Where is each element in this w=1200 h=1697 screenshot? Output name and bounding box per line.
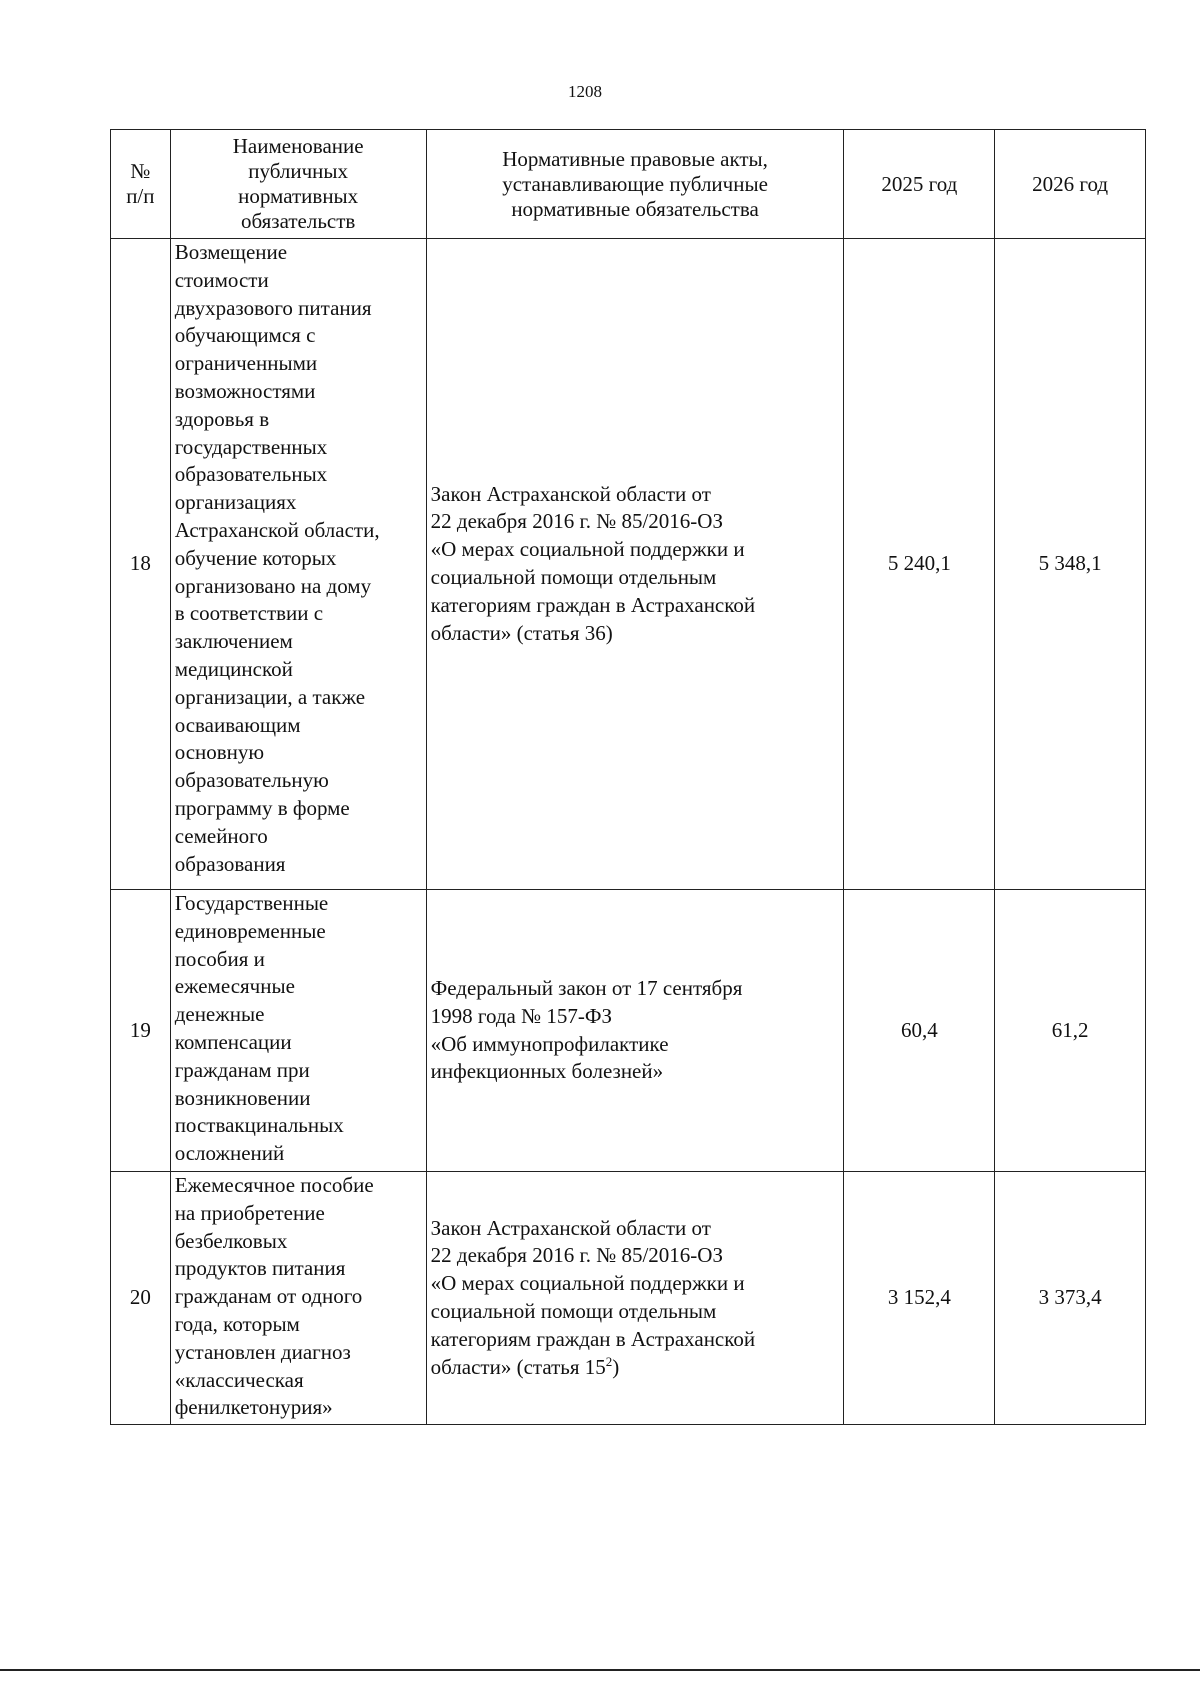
value-2026: 3 373,4	[995, 1172, 1146, 1425]
header-2025: 2025 год	[844, 130, 995, 239]
article-superscript: 2	[605, 1353, 613, 1369]
header-name: Наименование публичных нормативных обязательств	[170, 130, 426, 239]
obligations-table	[110, 129, 1146, 1425]
table-row	[111, 890, 1146, 1172]
legal-acts-tail: )	[612, 1354, 620, 1379]
header-acts: Нормативные правовые акты, устанавливающие публичные нормативные обязательства	[426, 130, 844, 239]
table-row	[111, 239, 1146, 890]
legal-acts	[426, 1172, 844, 1425]
row-number: 18	[111, 239, 171, 890]
value-2025: 60,4	[844, 890, 995, 1172]
row-number: 20	[111, 1172, 171, 1425]
value-2026: 5 348,1	[995, 239, 1146, 890]
header-2026: 2026 год	[995, 130, 1146, 239]
table-row	[111, 1172, 1146, 1425]
value-2025: 3 152,4	[844, 1172, 995, 1425]
obligation-name: Государственные единовременные пособия и ежемесячные денежные компенсации гражданам при возникновении поствакцинальных осложнений	[170, 890, 426, 1172]
row-number: 19	[111, 890, 171, 1172]
table-header-row	[111, 130, 1146, 239]
value-2025: 5 240,1	[844, 239, 995, 890]
footer-rule	[0, 1669, 1200, 1671]
page-number: 1208	[568, 82, 602, 101]
legal-acts: Закон Астраханской области от 22 декабря 2016 г. № 85/2016-ОЗ «О мерах социальной поддержки и социальной помощи отдельным категориям граждан в Астраханской области» (статья 36)	[426, 239, 844, 890]
obligation-name: Ежемесячное пособие на приобретение безбелковых продуктов питания гражданам от одного года, которым установлен диагноз «классическая фенилкетонурия»	[170, 1172, 426, 1425]
header-num: № п/п	[111, 130, 171, 239]
value-2026: 61,2	[995, 890, 1146, 1172]
legal-acts-text: Закон Астраханской области от 22 декабря 2016 г. № 85/2016-ОЗ «О мерах социальной поддержки и социальной помощи отдельным категориям граждан в Астраханской области» (статья 15	[430, 1215, 756, 1379]
obligation-name: Возмещение стоимости двухразового питания обучающимся с ограниченными возможностями здоровья в государственных образовательных организациях Астраханской области, обучение которых организовано на дому в соответствии с заключением медицинской организации, а также осваивающим основную образовательную программу в форме семейного образования	[170, 239, 426, 890]
legal-acts: Федеральный закон от 17 сентября 1998 года № 157-ФЗ «Об иммунопрофилактике инфекционных болезней»	[426, 890, 844, 1172]
